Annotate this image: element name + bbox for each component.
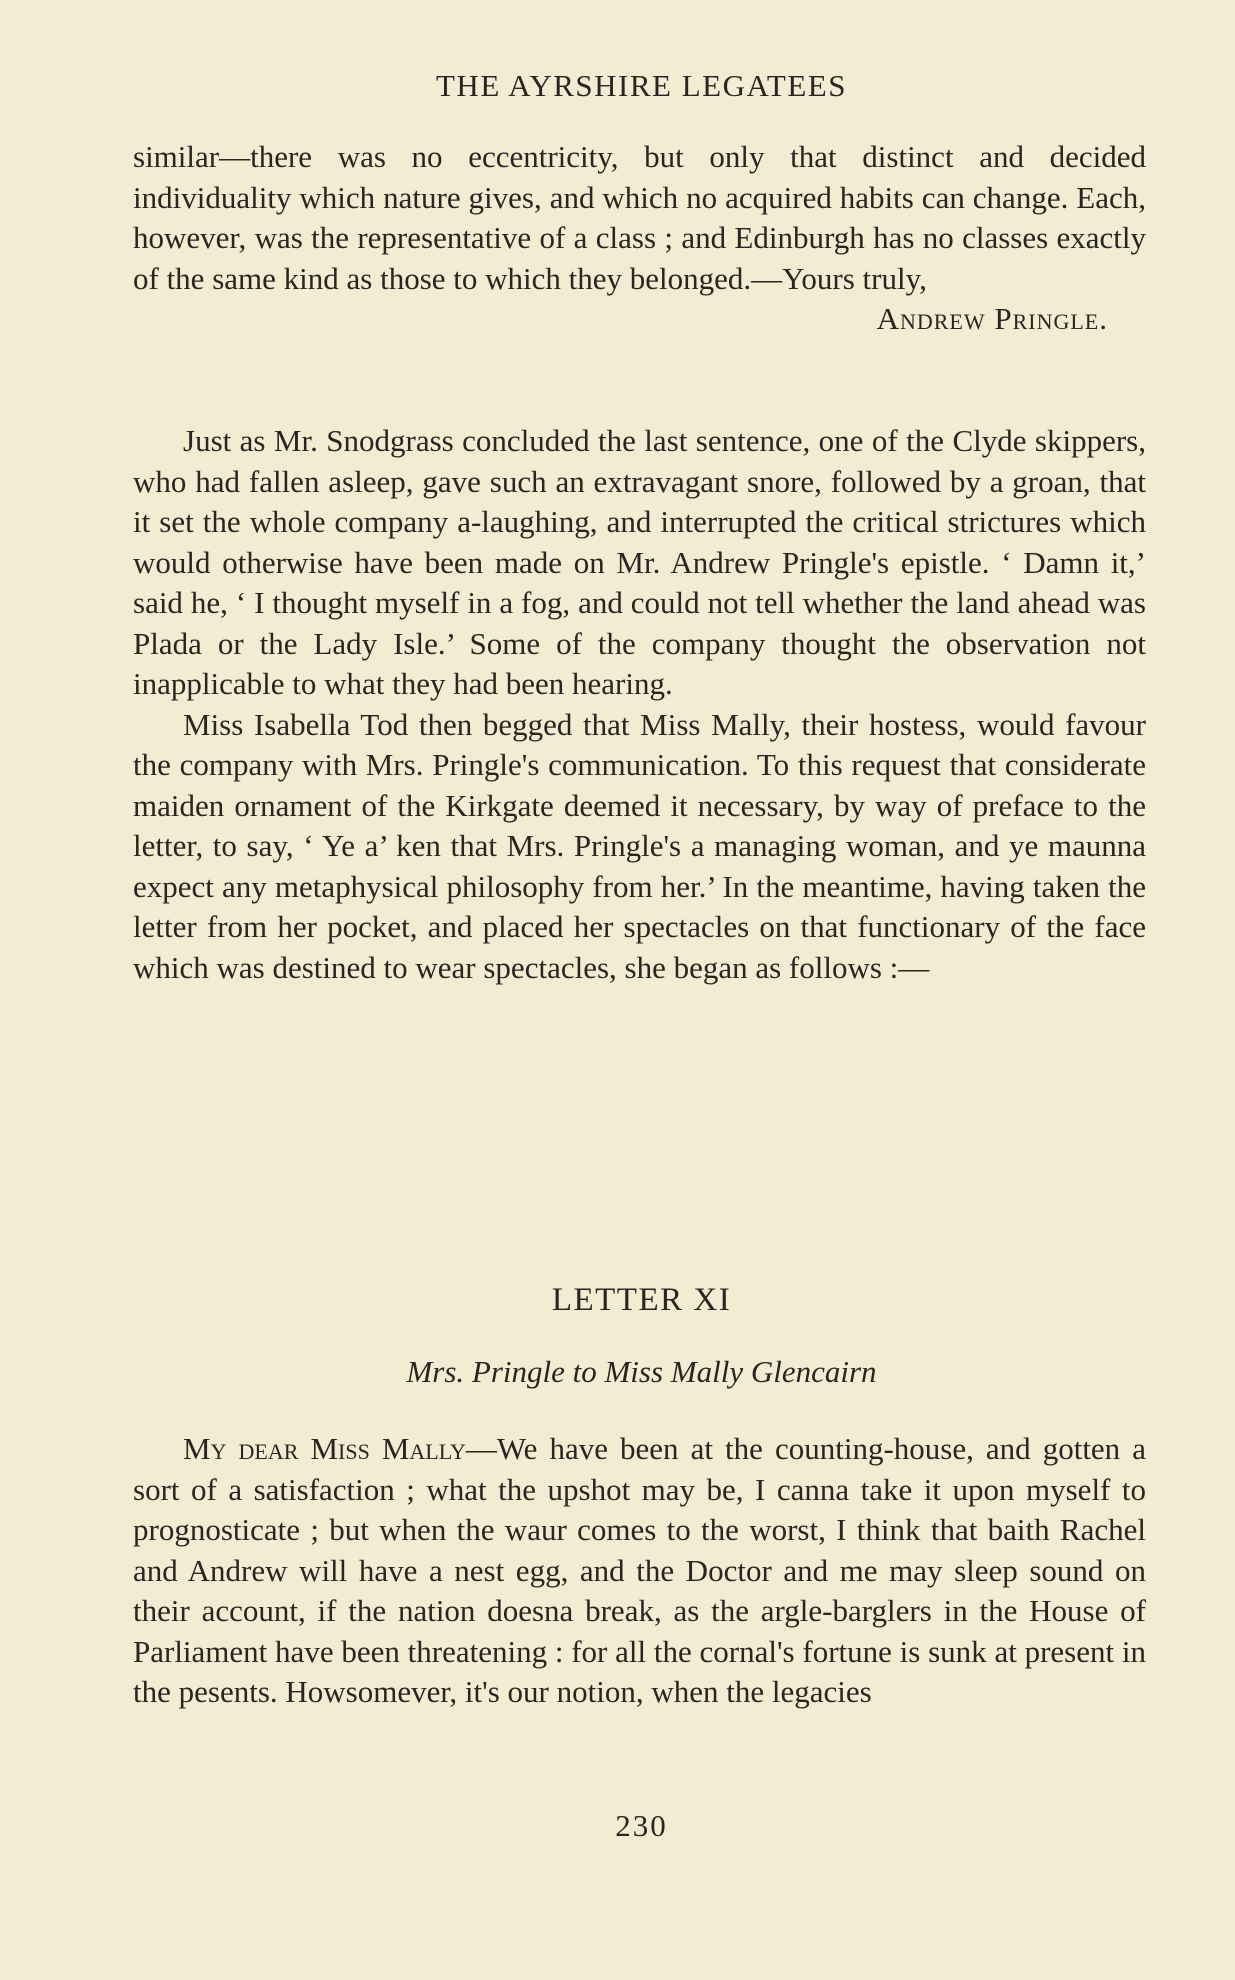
opening-text-block [133,137,1146,340]
running-head: THE AYRSHIRE LEGATEES [436,68,847,103]
letter-salutation: My dear Miss Mally [183,1431,466,1466]
letter-body: —We have been at the counting-house, and gotten a sort of a satisfaction ; what the upshot may be, I canna take it upon myself to prognosticate ; but when the waur comes to the worst, I think that baith Rachel and Andrew will have a nest egg, and the Doctor and me may sleep sound on their account, if the nation doesna break, as the argle-barglers in the House of Parliament have been threatening : for all the cornal's fortune is sunk at present in the pesents. Howsomever, it's our notion, when the legacies [133,1431,1146,1709]
letter-paragraph [133,1429,1146,1713]
narrative-paragraph-1: Just as Mr. Snodgrass concluded the last sentence, one of the Clyde skippers, who had fallen asleep, gave such an extravagant snore, followed by a groan, that it set the whole company a-laughing, and interrupted the critical strictures which would otherwise have been made on Mr. Andrew Pringle's epistle. ‘ Damn it,’ said he, ‘ I thought myself in a fog, and could not tell whether the land ahead was Plada or the Lady Isle.’ Some of the company thought the observation not inapplicable to what they had been hearing. [133,423,1146,701]
letter-subheading: Mrs. Pringle to Miss Mally Glencairn [406,1354,877,1389]
letter-heading: LETTER XI [551,1282,732,1318]
narrative-paragraph-2: Miss Isabella Tod then begged that Miss Mally, their hostess, would favour the company with Mrs. Pringle's communication. To this request that considerate maiden ornament of the Kirkgate deemed it necessary, by way of preface to the letter, to say, ‘ Ye a’ ken that Mrs. Pringle's a managing woman, and ye maunna expect any metaphysical philosophy from her.’ In the meantime, having taken the letter from her pocket, and placed her spectacles on that functionary of the face which was destined to wear spectacles, she began as follows :— [133,706,1146,985]
page-number: 230 [615,1808,668,1843]
narrative-text-block [133,421,1146,988]
letter-text-block [133,1429,1146,1713]
opening-paragraph: similar—there was no eccentricity, but only that distinct and decided individuality which nature gives, and which no acquired habits can change. Each, however, was the representative of a class ; and Edinburgh has no classes exactly of the same kind as those to which they belonged.—Yours truly, [133,139,1146,296]
signature: Andrew Pringle. [876,301,1108,336]
